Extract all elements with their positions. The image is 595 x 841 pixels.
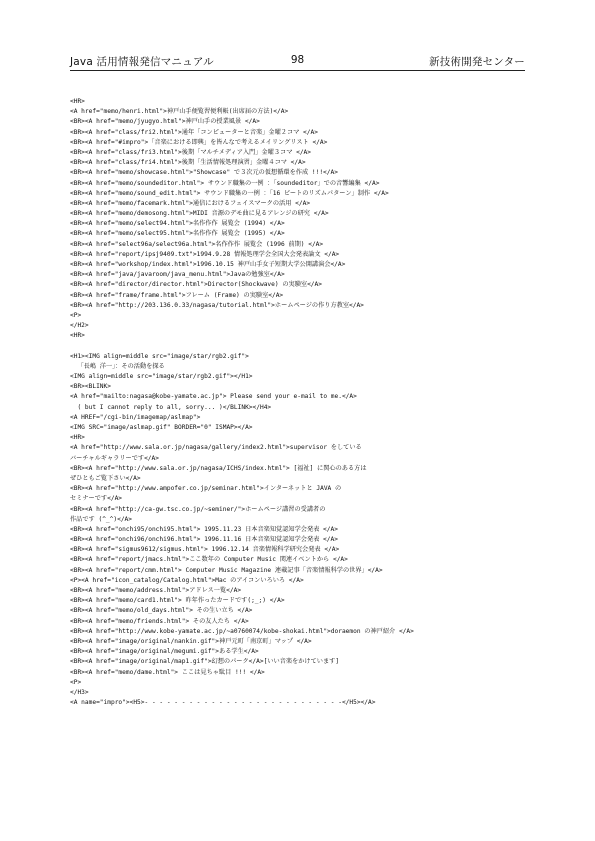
code-line: <HR> bbox=[70, 434, 85, 442]
page-header bbox=[70, 54, 525, 68]
code-line: <BR><A href="memo/facemark.html">通信におけるフェイスマークの活用 </A> bbox=[70, 199, 311, 207]
code-line: <BR><A href="image/original/map1.gif">幻想のパーク</A>[いい音楽をかけています] bbox=[70, 658, 340, 666]
code-line: <BR><A href="frame/frame.html">フレーム (Frame) の実験室</A> bbox=[70, 291, 284, 299]
code-line: <BR><A href="onchi95/onchi95.html"> 1995.11.23 日本音楽知覚認知学会発表 </A> bbox=[70, 525, 338, 533]
code-line: <BR><A href="class/fri2.html">通年「コンピューターと音楽」金曜２コマ </A> bbox=[70, 128, 318, 136]
code-line: <BR><A href="#impro">「音楽における即興」を皆んなで考えるメイリングリスト </A> bbox=[70, 138, 328, 146]
code-line: <BR><A href="http://203.136.0.33/nagasa/tutorial.html">ホームページの作り方教室</A> bbox=[70, 301, 364, 309]
code-line: <BR><A href="memo/card1.html"> 昨年作ったカードです(;_;) </A> bbox=[70, 597, 285, 605]
code-line: <BR><A href="memo/select94.html">名作作作 展覧会 (1994) </A> bbox=[70, 220, 285, 228]
code-line: <BR><A href="class/fri4.html">後期「生活情報処理演習」金曜４コマ </A> bbox=[70, 159, 306, 167]
header-page-number: 98 bbox=[290, 54, 305, 66]
code-line: ぜひともご覧下さい</A> bbox=[70, 474, 141, 482]
code-line: <BR><BLINK> bbox=[70, 383, 111, 391]
code-line bbox=[70, 342, 540, 352]
code-line: <BR><A href="image/original/nankin.gif">神戸元町「南京町」マップ </A> bbox=[70, 637, 312, 645]
code-line: セミナーです</A> bbox=[70, 495, 123, 503]
code-line: <A HREF="/cgi-bin/imagemap/aslmap"> bbox=[70, 413, 201, 421]
header-organization: 新技術開発センター bbox=[429, 56, 525, 68]
code-line: <A href="mailto:nagasa@kobe-yamate.ac.jp"> Please send your e-mail to me.</A> bbox=[70, 393, 357, 401]
code-line: <BR><A href="http://ca-gw.tsc.co.jp/~seminer/">ホームページ講習の受講者の bbox=[70, 505, 326, 513]
code-line: </H3> bbox=[70, 688, 89, 696]
header-rule bbox=[70, 70, 525, 71]
code-line: 「長嶋 洋一」：その活動を探る bbox=[70, 362, 165, 370]
code-line: 作品です (^_^)</A> bbox=[70, 515, 133, 523]
html-source-listing bbox=[70, 97, 540, 708]
code-line: <BR><A href="class/fri3.html">後期「マルチメディア入門」金曜３コマ </A> bbox=[70, 148, 312, 156]
code-line: <BR><A href="image/original/megumi.gif">ある学生</A> bbox=[70, 648, 259, 656]
code-line: <BR><A href="java/javaroom/java_menu.html">Javaの勉強室</A> bbox=[70, 271, 285, 279]
code-line: <H1><IMG align=middle src="image/star/rgb2.gif"> bbox=[70, 352, 249, 360]
code-line: <BR><A href="memo/soundeditor.html"> サウンド職集の一例 ：「soundeditor」での音響編集 </A> bbox=[70, 179, 380, 187]
code-line: ( but I cannot reply to all, sorry... )</BLINK></H4> bbox=[70, 403, 272, 411]
code-line: <BR><A href="onchi96/onchi96.html"> 1996.11.16 日本音楽知覚認知学会発表 </A> bbox=[70, 536, 338, 544]
code-line: <BR><A href="memo/old_days.html"> その生い立ち </A> bbox=[70, 607, 253, 615]
code-line: <BR><A href="http://www.kobe-yamate.ac.jp/~a0760074/kobe-shokai.html">doraemon の神戸紹介 </A> bbox=[70, 627, 414, 635]
code-line: <BR><A href="workshop/index.html">1996.10.15 神戸山手女子短期大学公開講演会</A> bbox=[70, 261, 346, 268]
code-line: <BR><A href="memo/demosong.html">MIDI 音源のデモ曲に見るアレンジの研究 </A> bbox=[70, 210, 329, 218]
code-line: <BR><A href="report/ipsj9409.txt">1994.9.28 情報処理学会全国大会発表論文 </A> bbox=[70, 250, 340, 258]
code-line: <BR><A href="director/director.html">Director(Shockwave) の実験室</A> bbox=[70, 281, 322, 289]
code-line: <IMG align=middle src="image/star/rgb2.gif"></H1> bbox=[70, 373, 253, 381]
code-line: バーチャルギャラリーです</A> bbox=[70, 454, 159, 462]
code-line: <BR><A href="report/cmm.html"> Computer Music Magazine 連載記事「音楽情報科学の世界」</A> bbox=[70, 566, 383, 574]
code-line: <BR><A href="memo/showcase.html">"Showcase" で３次元の仮想循環を作成 !!!</A> bbox=[70, 169, 338, 177]
code-line: <BR><A href="sigmus9612/sigmus.html"> 1996.12.14 音楽情報科学研究会発表 </A> bbox=[70, 546, 340, 554]
code-line: </H2> bbox=[70, 322, 89, 330]
code-line: <BR><A href="memo/select95.html">名作作作 展覧会 (1995) </A> bbox=[70, 230, 285, 238]
code-line: <P><A href="icon_catalog/Catalog.html">Mac のアイコンいろいろ </A> bbox=[70, 576, 304, 584]
code-line: <A name="impro"><H5>- - - - - - - - - - - - - - - - - - - - - - - - - - -</H5></A> bbox=[70, 699, 376, 707]
code-line: <P> bbox=[70, 678, 82, 686]
code-line: <BR><A href="memo/sound_edit.html"> サウンド職集の一例 ：「16 ビートのリズムパターン」制作 </A> bbox=[70, 189, 389, 197]
code-line: <BR><A href="http://www.ampofer.co.jp/seminar.html">インターネットと JAVA の bbox=[70, 485, 342, 493]
code-line: <BR><A href="report/jmacs.html">ここ数年の Computer Music 関連イベントから </A> bbox=[70, 556, 348, 564]
code-line: <A href="memo/henri.html">神戸山手便覧習便利帳(出席届の方法)</A> bbox=[70, 108, 289, 116]
code-line: <BR><A href="memo/jyugyo.html">神戸山手の授業風景 </A> bbox=[70, 118, 260, 126]
code-line: <IMG SRC="image/aslmap.gif" BORDER="0" ISMAP></A> bbox=[70, 424, 253, 431]
header-manual-title: Java 活用情報発信マニュアル bbox=[70, 56, 214, 68]
code-line: <HR> bbox=[70, 332, 85, 340]
code-line: <BR><A href="select96a/select96a.html">名作作作 展覧会 (1996 前期) </A> bbox=[70, 240, 324, 248]
code-line: <BR><A href="http://www.sala.or.jp/nagasa/ICHS/index.html"> [福祉] に関心のある方は bbox=[70, 464, 367, 472]
code-line: <BR><A href="memo/friends.html"> その友人たち </A> bbox=[70, 617, 249, 625]
code-line: <HR> bbox=[70, 98, 85, 105]
code-line: <BR><A href="memo/address.html">アドレス一覧</A> bbox=[70, 587, 242, 594]
code-line: <A href="http://www.sala.or.jp/nagasa/gallery/index2.html">supervisor をしている bbox=[70, 444, 362, 452]
code-line: <BR><A href="memo/dame.html"> ここは見ちゃ駄目 !!! </A> bbox=[70, 668, 265, 676]
code-line: <P> bbox=[70, 311, 82, 319]
